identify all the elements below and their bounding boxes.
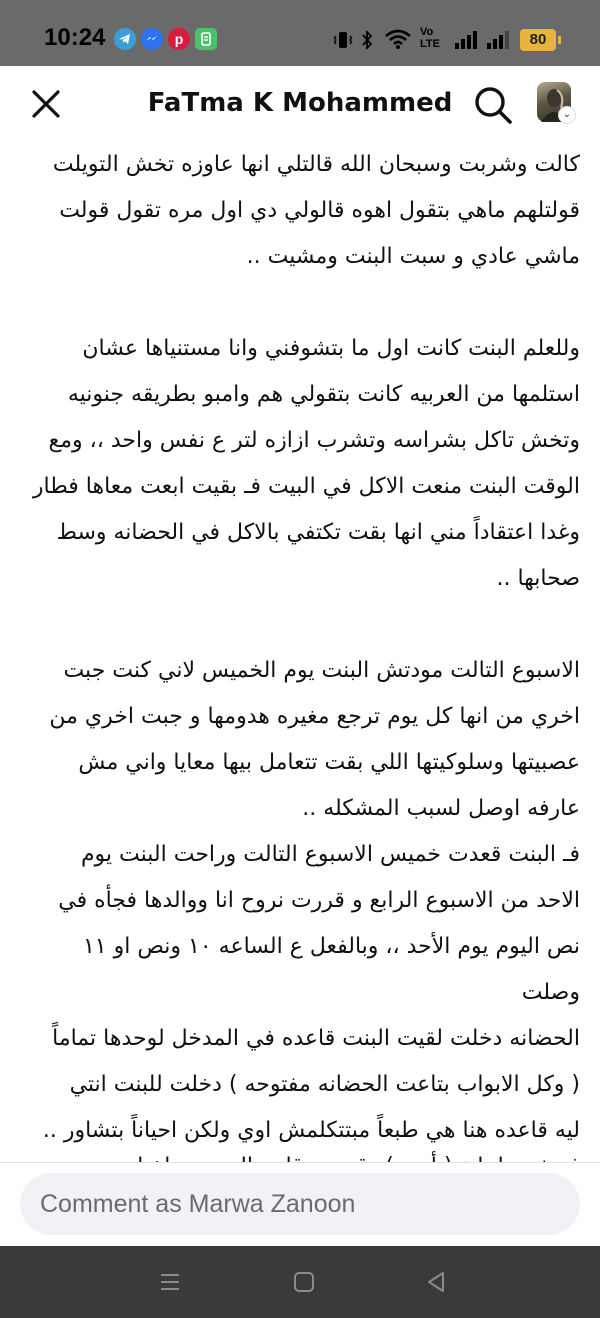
comment-bar <box>0 1162 600 1247</box>
signal-icon-1 <box>454 30 480 54</box>
text-line: اخري من انها كل يوم ترجع مغيره هدومها و جبت اخري من <box>49 704 580 729</box>
messenger-icon <box>141 28 163 50</box>
paragraph <box>30 326 580 602</box>
text-line: نص اليوم يوم الأحد ،، وبالفعل ع الساعه ١٠ ونص او ١١ وصلت <box>82 934 580 1005</box>
paragraph <box>30 142 580 280</box>
menu-icon <box>156 1268 184 1296</box>
pinterest-icon <box>168 28 190 50</box>
text-line: وتخش تاكل بشراسه وتشرب ازازه لتر ع نفس واحد ،، ومع <box>48 428 580 453</box>
telegram-icon <box>114 28 136 50</box>
text-line: الوقت البنت منعت الاكل في البيت فـ بقيت ابعت معاها فطار <box>32 474 580 499</box>
text-line: استلمها من العربيه كانت بتقولي هم وامبو بطريقه جنونيه <box>67 382 580 407</box>
text-line: كالت وشربت وسبحان الله قالتلي انها عاوزه تخش التويلت <box>52 152 580 177</box>
vibrate-icon <box>333 30 353 54</box>
status-time: 10:24 <box>44 24 106 51</box>
comment-input[interactable] <box>20 1173 580 1235</box>
page-title: FaTma K Mohammed <box>147 88 453 118</box>
text-line: صحابها .. <box>496 566 580 591</box>
post-header <box>0 66 600 142</box>
post-body <box>0 142 600 1162</box>
text-line: الاسبوع التالت مودتش البنت يوم الخميس لاني كنت جبت <box>63 658 580 683</box>
text-line: فـ البنت قعدت خميس الاسبوع التالت وراحت البنت يوم <box>80 842 580 867</box>
text-line: ماشي عادي و سبت البنت ومشيت .. <box>246 244 580 269</box>
post-text <box>0 142 600 1154</box>
cut-off-text <box>0 1134 600 1162</box>
back-button[interactable] <box>422 1268 450 1296</box>
text-line: قولتلهم ماهي بتقول اهوه قالولي دي اول مره تقول قولت <box>59 198 580 223</box>
signal-icon-2 <box>486 30 512 54</box>
notes-icon <box>195 28 217 50</box>
bluetooth-icon <box>360 29 374 55</box>
battery-indicator: 80 <box>520 29 556 51</box>
chevron-down-icon[interactable]: ⌄ <box>558 106 576 124</box>
system-nav-bar <box>0 1246 600 1318</box>
text-line: وللعلم البنت كانت اول ما بتشوفني وانا مستنياها عشان <box>82 336 580 361</box>
text-line: ( وكل الابواب بتاعت الحضانه مفتوحه ) دخلت للبنت انتي <box>69 1072 580 1097</box>
text-line: عارفه اوصل لسبب المشكله .. <box>302 796 580 821</box>
home-icon <box>290 1268 318 1296</box>
text-line: وغدا اعتقاداً مني انها بقت تكتفي بالاكل في الحضانه وسط <box>56 520 580 545</box>
text-line: الاحد من الاسبوع الرابع و قررت نروح انا ووالدها فجأه في <box>58 888 580 913</box>
svg-text:p: p <box>174 31 184 47</box>
text-line: عصبيتها وسلوكيتها اللي بقت تتعامل بيها معايا واني مش <box>78 750 580 775</box>
home-button[interactable] <box>290 1268 318 1296</box>
menu-button[interactable] <box>156 1268 184 1296</box>
search-icon <box>472 84 514 126</box>
status-bar <box>0 0 600 66</box>
text-line: الحضانه دخلت لقيت البنت قاعده في المدخل لوحدها تماماً <box>52 1026 580 1051</box>
wifi-icon <box>384 28 412 54</box>
back-icon <box>422 1268 450 1296</box>
volte-label: Vo LTE <box>420 26 440 50</box>
text-line: ليه قاعده هنا هي طبعاً مبتتكلمش اوي ولكن احياناً بتشاور .. <box>42 1118 580 1143</box>
paragraph <box>30 648 580 1154</box>
search-button[interactable] <box>472 84 514 126</box>
